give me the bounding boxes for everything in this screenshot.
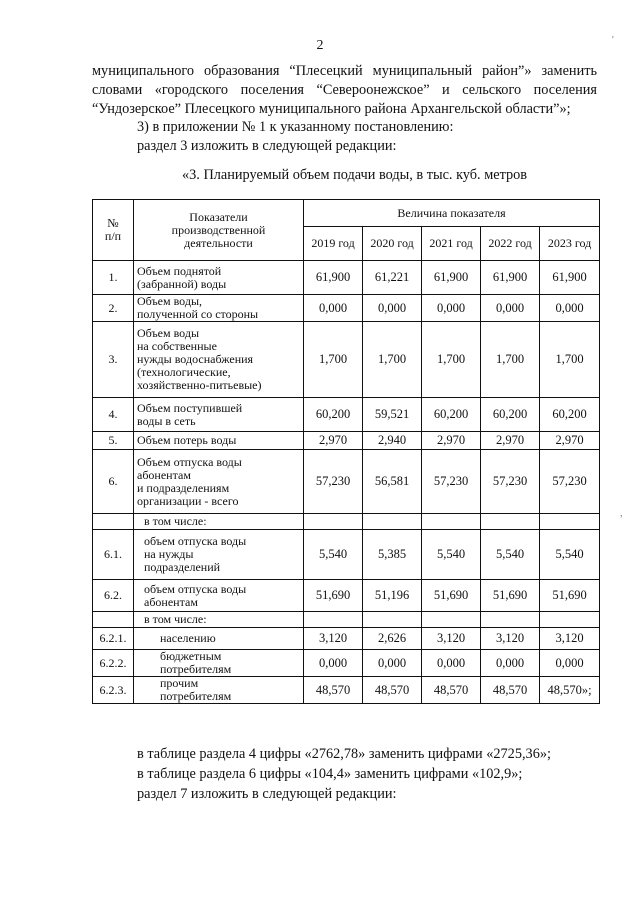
row-indicator: прочим потребителям [134,677,304,704]
row-value: 0,000 [540,650,600,677]
row-number: 6. [93,450,134,514]
scan-artifact-mark: , [620,508,623,519]
row-indicator: Объем поднятой (забранной) воды [134,261,304,295]
table-row [93,514,600,530]
row-value: 60,200 [540,398,600,432]
header-year: 2023 год [540,227,600,261]
scan-artifact-mark: ' [612,35,614,46]
water-supply-table [92,199,600,704]
header-year: 2022 год [481,227,540,261]
table-row [93,450,600,514]
row-number: 4. [93,398,134,432]
row-value: 0,000 [363,650,422,677]
row-value: 1,700 [422,322,481,398]
row-value: 5,385 [363,530,422,580]
row-indicator: в том числе: [134,514,304,530]
row-value: 60,200 [304,398,363,432]
table-row [93,650,600,677]
row-indicator: Объем потерь воды [134,432,304,450]
row-value: 59,521 [363,398,422,432]
row-value [540,612,600,628]
table-row [93,677,600,704]
row-value: 3,120 [481,628,540,650]
row-value: 0,000 [481,650,540,677]
row-value: 3,120 [540,628,600,650]
table-row [93,612,600,628]
row-value: 48,570 [422,677,481,704]
row-number: 6.2.3. [93,677,134,704]
after-line-3: раздел 7 изложить в следующей редакции: [137,786,397,802]
row-value: 56,581 [363,450,422,514]
row-indicator: в том числе: [134,612,304,628]
header-year: 2021 год [422,227,481,261]
row-number [93,612,134,628]
table-caption: «3. Планируемый объем подачи воды, в тыс. куб. метров [182,167,528,183]
section-3-intro: раздел 3 изложить в следующей редакции: [137,138,397,154]
row-indicator: Объем воды на собственные нужды водоснабжения (технологические, хозяйственно-питьевые) [134,322,304,398]
row-value: 5,540 [422,530,481,580]
table-row [93,398,600,432]
row-value: 0,000 [481,295,540,322]
row-number: 5. [93,432,134,450]
row-indicator: Объем отпуска воды абонентам и подразделениям организации - всего [134,450,304,514]
row-value: 3,120 [422,628,481,650]
row-value: 1,700 [363,322,422,398]
row-value: 48,570 [363,677,422,704]
row-value [422,514,481,530]
intro-line-3: “Ундозерское” Плесецкого муниципального района Архангельской области”»; [92,101,571,117]
row-indicator: бюджетным потребителям [134,650,304,677]
row-value: 2,626 [363,628,422,650]
item-3: 3) в приложении № 1 к указанному постановлению: [137,119,454,135]
row-number: 6.1. [93,530,134,580]
row-value: 0,000 [304,295,363,322]
row-value: 51,690 [481,580,540,612]
row-value [481,612,540,628]
row-value [363,612,422,628]
row-indicator: Объем поступившей воды в сеть [134,398,304,432]
row-value [363,514,422,530]
table-row [93,432,600,450]
row-value: 51,690 [304,580,363,612]
row-value: 61,900 [304,261,363,295]
row-value: 61,900 [422,261,481,295]
table-row [93,322,600,398]
row-value: 5,540 [481,530,540,580]
table-row [93,530,600,580]
row-value: 1,700 [304,322,363,398]
row-value: 48,570 [304,677,363,704]
row-value [304,514,363,530]
row-value: 57,230 [540,450,600,514]
row-value: 51,196 [363,580,422,612]
row-value: 0,000 [422,295,481,322]
row-value [304,612,363,628]
row-indicator: Объем воды, полученной со стороны [134,295,304,322]
table-row [93,261,600,295]
row-value: 57,230 [481,450,540,514]
row-value: 0,000 [540,295,600,322]
row-value: 57,230 [422,450,481,514]
table-row [93,580,600,612]
intro-line-1: муниципального образования “Плесецкий муниципальный район”» заменить [92,63,597,79]
row-number: 6.2.1. [93,628,134,650]
row-value: 61,221 [363,261,422,295]
header-value-group: Величина показателя [304,200,600,227]
header-year: 2019 год [304,227,363,261]
row-value [540,514,600,530]
row-value: 5,540 [540,530,600,580]
header-year: 2020 год [363,227,422,261]
header-indicator: Показатели производственной деятельности [134,200,304,261]
row-value: 1,700 [540,322,600,398]
row-value: 51,690 [422,580,481,612]
row-value: 2,970 [422,432,481,450]
row-number: 6.2.2. [93,650,134,677]
row-indicator: населению [134,628,304,650]
row-value: 2,970 [304,432,363,450]
row-value: 61,900 [540,261,600,295]
row-value: 0,000 [304,650,363,677]
row-value: 60,200 [481,398,540,432]
row-value: 48,570 [481,677,540,704]
row-number: 1. [93,261,134,295]
after-line-2: в таблице раздела 6 цифры «104,4» заменить цифрами «102,9»; [137,766,523,782]
row-value [422,612,481,628]
row-value: 51,690 [540,580,600,612]
intro-line-2: словами «городского поселения “Североонежское” и сельского поселения [92,82,597,98]
page-number: 2 [316,38,324,53]
row-value: 60,200 [422,398,481,432]
row-value: 0,000 [363,295,422,322]
row-value: 1,700 [481,322,540,398]
row-value: 48,570»; [540,677,600,704]
row-value: 5,540 [304,530,363,580]
row-indicator: объем отпуска воды на нужды подразделений [134,530,304,580]
row-value: 57,230 [304,450,363,514]
row-value: 2,970 [481,432,540,450]
table-row [93,628,600,650]
row-value: 3,120 [304,628,363,650]
row-number: 6.2. [93,580,134,612]
row-value: 61,900 [481,261,540,295]
row-value [481,514,540,530]
after-line-1: в таблице раздела 4 цифры «2762,78» заменить цифрами «2725,36»; [137,746,551,762]
row-value: 2,970 [540,432,600,450]
row-indicator: объем отпуска воды абонентам [134,580,304,612]
header-num: № п/п [93,200,134,261]
row-number: 2. [93,295,134,322]
row-number: 3. [93,322,134,398]
table-row [93,295,600,322]
intro-paragraph [92,62,597,119]
row-value: 0,000 [422,650,481,677]
row-number [93,514,134,530]
row-value: 2,940 [363,432,422,450]
